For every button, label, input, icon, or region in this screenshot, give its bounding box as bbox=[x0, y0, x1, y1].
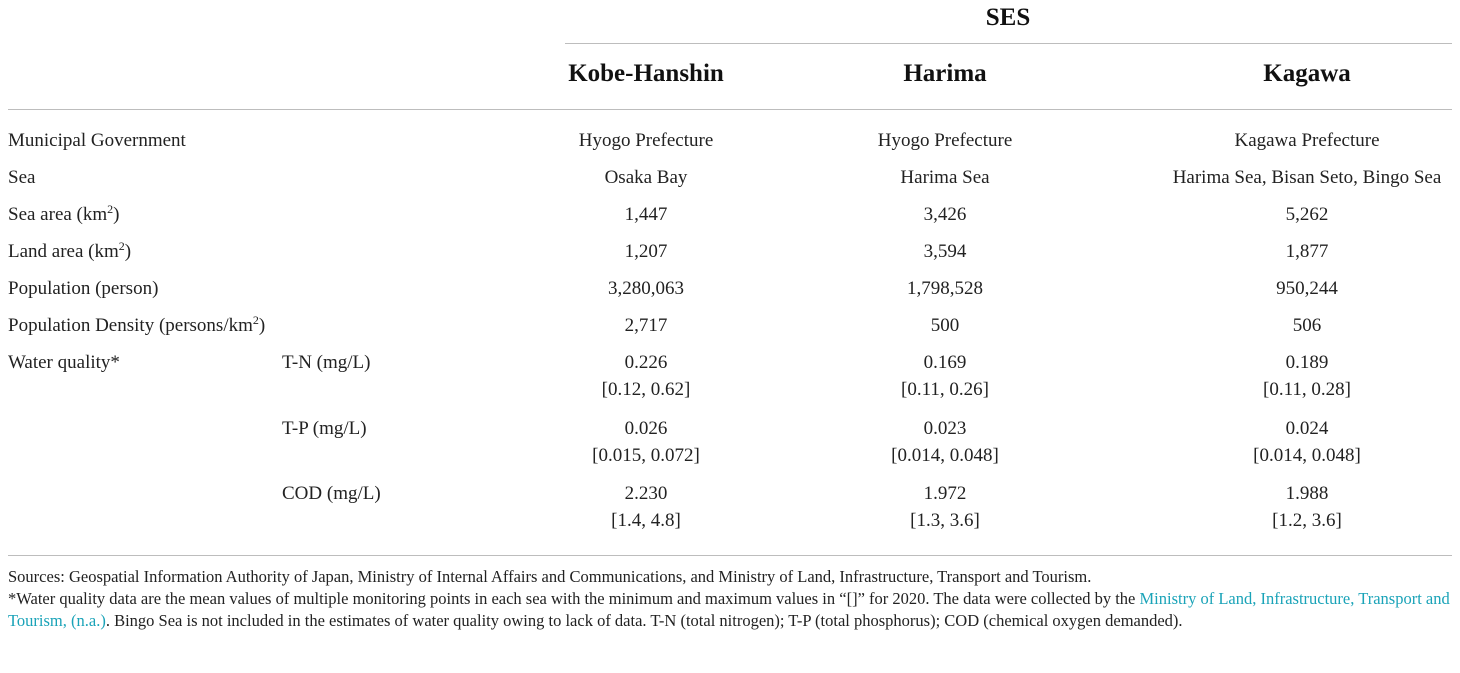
column-header-harima: Harima bbox=[903, 60, 987, 87]
cell-kagawa: 5,262 bbox=[1285, 204, 1329, 225]
cell-kagawa-mean: 1.988 bbox=[1285, 483, 1329, 504]
cell-kagawa: 950,244 bbox=[1276, 278, 1338, 299]
cell-kobe-hanshin: 1,207 bbox=[624, 241, 668, 262]
water-quality-label: Water quality* bbox=[8, 352, 120, 373]
cell-kagawa-mean: 0.189 bbox=[1285, 352, 1329, 373]
row-label: Sea bbox=[8, 167, 36, 188]
row-label: Sea area $(km^2)$ bbox=[8, 202, 120, 225]
water-quality-footnote: *Water quality data are the mean values of multiple monitoring points in each sea with the minimum and maximum values in “[]” for 2020. The data were collected by the Ministry of Land, Infrastructure, Transport and Tourism, (n.a.). Bingo Sea is not included in the estimates of water quality owing to lack of data. T-N (total nitrogen); T-P (total phosphorus); COD (chemical oxygen demanded). bbox=[8, 589, 1450, 630]
row-label: Population Density $(persons/km^2)$ bbox=[8, 313, 266, 336]
cell-kobe-hanshin-mean: 0.226 bbox=[624, 352, 668, 373]
cell-harima-range: [1.3, 3.6] bbox=[910, 510, 980, 531]
cell-harima-range: [0.014, 0.048] bbox=[891, 445, 999, 466]
cell-kobe-hanshin-range: [0.015, 0.072] bbox=[592, 445, 700, 466]
cell-kagawa: 1,877 bbox=[1285, 241, 1329, 262]
cell-harima: 3,594 bbox=[923, 241, 967, 262]
cell-harima-range: [0.11, 0.26] bbox=[901, 379, 989, 400]
parameter-label: T-N (mg/L) bbox=[282, 352, 371, 373]
cell-kobe-hanshin: Hyogo Prefecture bbox=[578, 130, 714, 151]
cell-kobe-hanshin: 2,717 bbox=[624, 315, 668, 336]
cell-harima: 1,798,528 bbox=[907, 278, 983, 299]
table-notes bbox=[8, 566, 1454, 632]
table-bottom-rule bbox=[8, 555, 1452, 556]
row-label: Land area $(km^2)$ bbox=[8, 239, 132, 262]
cell-kagawa-range: [0.014, 0.048] bbox=[1253, 445, 1361, 466]
header-divider bbox=[565, 43, 1452, 44]
cell-kagawa: Kagawa Prefecture bbox=[1234, 130, 1380, 151]
parameter-label: T-P (mg/L) bbox=[282, 418, 367, 439]
cell-harima: Harima Sea bbox=[900, 167, 990, 188]
cell-harima-mean: 0.169 bbox=[923, 352, 967, 373]
cell-kagawa-range: [0.11, 0.28] bbox=[1263, 379, 1351, 400]
column-header-kagawa: Kagawa bbox=[1263, 60, 1351, 87]
cell-harima: 3,426 bbox=[923, 204, 967, 225]
cell-kobe-hanshin: Osaka Bay bbox=[604, 167, 688, 188]
cell-kagawa: Harima Sea, Bisan Seto, Bingo Sea bbox=[1172, 167, 1442, 188]
cell-harima-mean: 1.972 bbox=[923, 483, 967, 504]
cell-harima: Hyogo Prefecture bbox=[877, 130, 1013, 151]
cell-harima: 500 bbox=[930, 315, 960, 336]
cell-kobe-hanshin-range: [1.4, 4.8] bbox=[611, 510, 681, 531]
sources-note: Sources: Geospatial Information Authority of Japan, Ministry of Internal Affairs and Communications, and Ministry of Land, Infrastructure, Transport and Tourism. bbox=[8, 567, 1092, 586]
cell-kagawa-mean: 0.024 bbox=[1285, 418, 1329, 439]
cell-kobe-hanshin-range: [0.12, 0.62] bbox=[601, 379, 691, 400]
ministry-reference-link[interactable]: Ministry of Land, Infrastructure, Transport and Tourism, (n.a.) bbox=[8, 589, 1450, 630]
cell-kagawa-range: [1.2, 3.6] bbox=[1272, 510, 1342, 531]
header-bottom-rule bbox=[8, 109, 1452, 110]
cell-kobe-hanshin-mean: 0.026 bbox=[624, 418, 668, 439]
row-label: Municipal Government bbox=[8, 130, 186, 151]
group-header-ses: SES bbox=[985, 4, 1031, 31]
cell-kobe-hanshin-mean: 2.230 bbox=[624, 483, 668, 504]
cell-kobe-hanshin: 3,280,063 bbox=[608, 278, 684, 299]
column-header-kobe-hanshin: Kobe-Hanshin bbox=[568, 60, 724, 87]
parameter-label: COD (mg/L) bbox=[282, 483, 381, 504]
cell-harima-mean: 0.023 bbox=[923, 418, 967, 439]
row-label: Population (person) bbox=[8, 278, 159, 299]
cell-kagawa: 506 bbox=[1292, 315, 1322, 336]
cell-kobe-hanshin: 1,447 bbox=[624, 204, 668, 225]
